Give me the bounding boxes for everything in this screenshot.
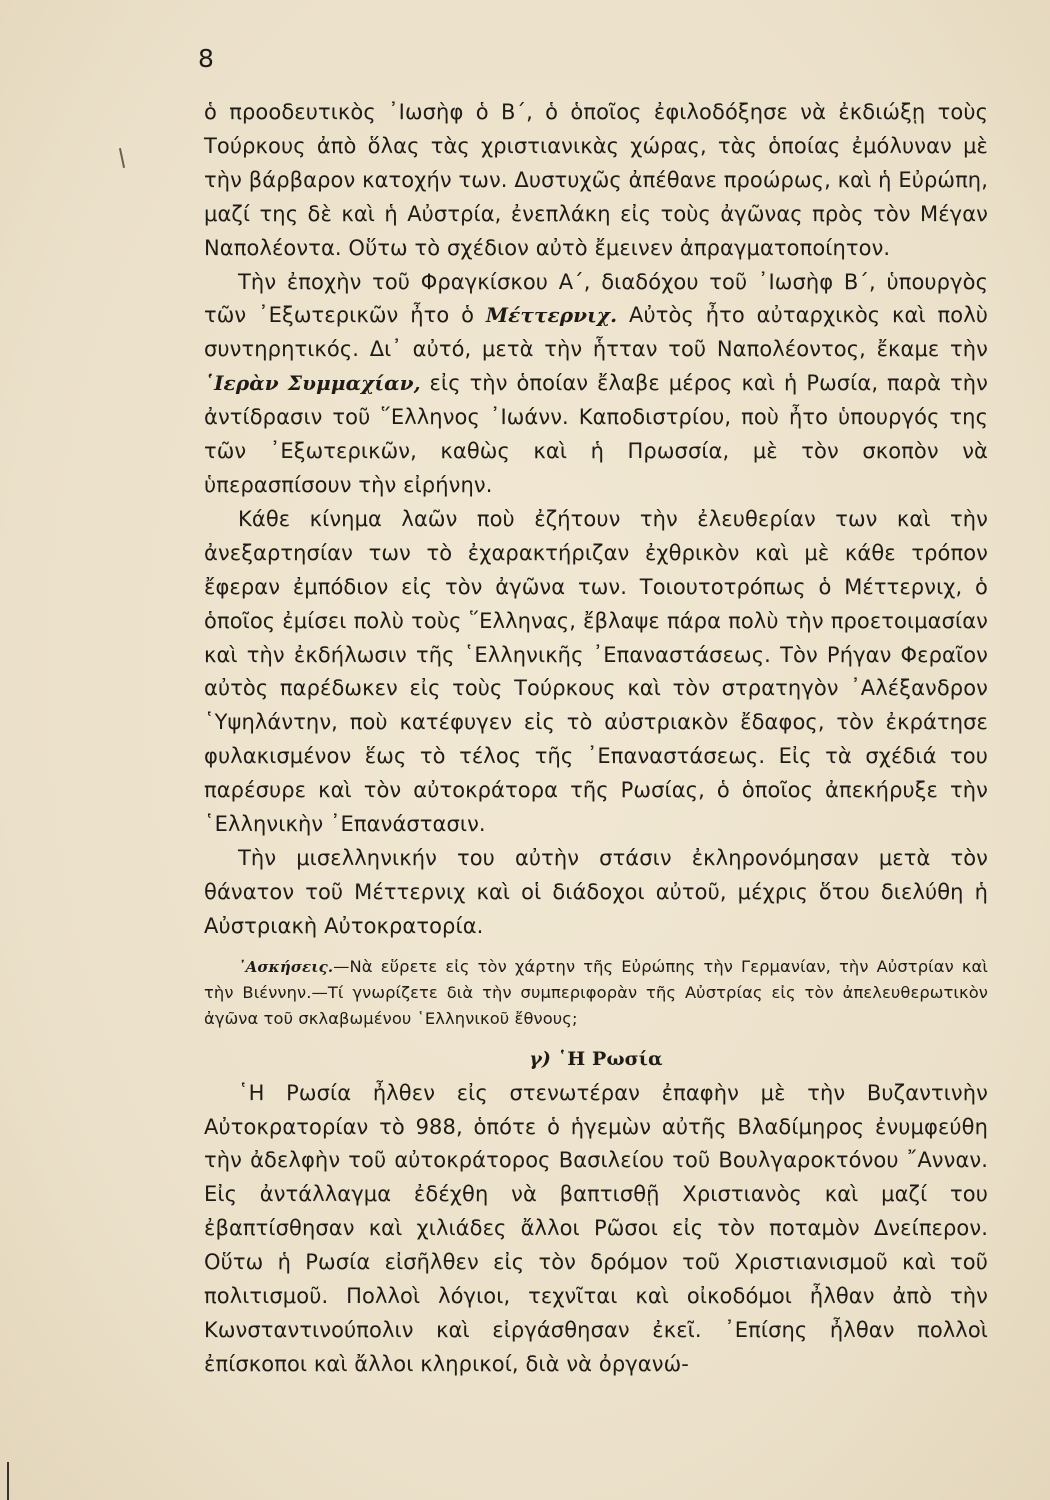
paragraph-movements: Κάθε κίνημα λαῶν ποὺ ἐζήτουν τὴν ἐλευθερίαν των καὶ τὴν ἀνεξαρτησίαν των τὸ ἐχαρακτήριζαν ἐχθρικὸν καὶ μὲ κάθε τρόπον ἔφεραν ἐμπόδιον εἰς τὸν ἀγῶνα των. Τοιουτοτρόπως ὁ Μέττερνιχ, ὁ ὁποῖος ἐμίσει πολὺ τοὺς ῞Ελληνας, ἔβλαψε πάρα πολὺ τὴν προετοιμασίαν καὶ τὴν ἐκδήλωσιν τῆς ῾Ελληνικῆς ᾿Επαναστάσεως. Τὸν Ρήγαν Φεραῖον αὐτὸς παρέδωκεν εἰς τοὺς Τούρκους καὶ τὸν στρατηγὸν ᾿Αλέξανδρον ῾Υψηλάντην, ποὺ κατέφυγεν εἰς τὸ αὐστριακὸν ἔδαφος, τὸν ἐκράτησε φυλακισμένον ἕως τὸ τέλος τῆς ᾿Επαναστάσεως. Εἰς τὰ σχέδιά του παρέσυρε καὶ τὸν αὐτοκράτορα τῆς Ρωσίας, ὁ ὁποῖος ἀπεκήρυξε τὴν ῾Ελληνικὴν ᾿Επανάστασιν. xyxy=(204,506,988,837)
margin-pencil-mark xyxy=(119,148,125,168)
page-number: 8 xyxy=(198,44,214,73)
paragraph-metternich: Τὴν ἐποχὴν τοῦ Φραγκίσκου Α΄, διαδόχου τοῦ ᾿Ιωσὴφ Β΄, ὑπουργὸς τῶν ᾿Εξωτερικῶν ἦτο ὁ Μέττερνιχ. Αὐτὸς ἦτο αὐταρχικὸς καὶ πολὺ συντηρητικός. Δι᾿ αὐτό, μετὰ τὴν ἧτταν τοῦ Ναπολέοντος, ἔκαμε τὴν ῾Ιερὰν Συμμαχίαν, εἰς τὴν ὁποίαν ἔλαβε μέρος καὶ ἡ Ρωσία, παρὰ τὴν ἀντίδρασιν τοῦ ῞Ελληνος ᾿Ιωάνν. Καποδιστρίου, ποὺ ἦτο ὑπουργός της τῶν ᾿Εξωτερικῶν, καθὼς καὶ ἡ Πρωσσία, μὲ τὸν σκοπὸν νὰ ὑπερασπίσουν τὴν εἰρήνην. xyxy=(204,269,988,497)
section-letter: γ) xyxy=(529,1047,551,1070)
page-body xyxy=(204,96,988,1382)
paragraph-continuation: ὁ προοδευτικὸς ᾿Ιωσὴφ ὁ Β΄, ὁ ὁποῖος ἐφιλοδόξησε νὰ ἐκδιώξῃ τοὺς Τούρκους ἀπὸ ὅλας τὰς χριστιανικὰς χώρας, τὰς ὁποίας ἐμόλυναν μὲ τὴν βάρβαρον κατοχήν των. Δυστυχῶς ἀπέθανε προώρως, καὶ ἡ Εὐρώπη, μαζί της δὲ καὶ ἡ Αὐστρία, ἐνεπλάκη εἰς τοὺς ἀγῶνας πρὸς τὸν Μέγαν Ναπολέοντα. Οὕτω τὸ σχέδιον αὐτὸ ἔμεινεν ἀπραγματοποίητον. xyxy=(204,100,988,260)
section-title: ῾Η Ρωσία xyxy=(557,1047,663,1070)
holy-alliance-term: ῾Ιερὰν Συμμαχίαν, xyxy=(204,371,421,396)
section-heading xyxy=(204,1045,988,1073)
exercises-text: —Νὰ εὕρετε εἰς τὸν χάρτην τῆς Εὐρώπης τὴν Γερμανίαν, τὴν Αὐστρίαν καὶ τὴν Βιέννην.—Τί γνωρίζετε διὰ τὴν συμπεριφορὰν τῆς Αὐστρίας εἰς τὸν ἀπελευθερωτικὸν ἀγῶνα τοῦ σκλαβωμένου ῾Ελληνικοῦ ἔθνους; xyxy=(204,956,988,1028)
name-metternich: Μέττερνιχ. xyxy=(485,303,618,328)
binding-edge-mark xyxy=(7,1462,9,1500)
paragraph-russia: ῾Η Ρωσία ἦλθεν εἰς στενωτέραν ἐπαφὴν μὲ τὴν Βυζαντινὴν Αὐτοκρατορίαν τὸ 988, ὁπότε ὁ ἡγεμὼν αὐτῆς Βλαδίμηρος ἐνυμφεύθη τὴν ἀδελφὴν τοῦ αὐτοκράτορος Βασιλείου τοῦ Βουλγαροκτόνου ῎Ανναν. Εἰς ἀντάλλαγμα ἐδέχθη νὰ βαπτισθῇ Χριστιανὸς καὶ μαζί του ἐβαπτίσθησαν καὶ χιλιάδες ἄλλοι Ρῶσοι εἰς τὸν ποταμὸν Δνείπερον. Οὕτω ἡ Ρωσία εἰσῆλθεν εἰς τὸν δρόμον τοῦ Χριστιανισμοῦ καὶ τοῦ πολιτισμοῦ. Πολλοὶ λόγιοι, τεχνῖται καὶ οἰκοδόμοι ἦλθαν ἀπὸ τὴν Κωνσταντινούπολιν καὶ εἰργάσθησαν ἐκεῖ. ᾿Επίσης ἦλθαν πολλοὶ ἐπίσκοποι καὶ ἄλλοι κληρικοί, διὰ νὰ ὀργανώ- xyxy=(204,1080,988,1376)
exercises-label: ᾿Ασκήσεις. xyxy=(238,957,334,976)
exercises-block xyxy=(204,954,988,1032)
paragraph-legacy: Τὴν μισελληνικήν του αὐτὴν στάσιν ἐκληρονόμησαν μετὰ τὸν θάνατον τοῦ Μέττερνιχ καὶ οἱ διάδοχοι αὐτοῦ, μέχρις ὅτου διελύθη ἡ Αὐστριακὴ Αὐτοκρατορία. xyxy=(204,845,988,938)
